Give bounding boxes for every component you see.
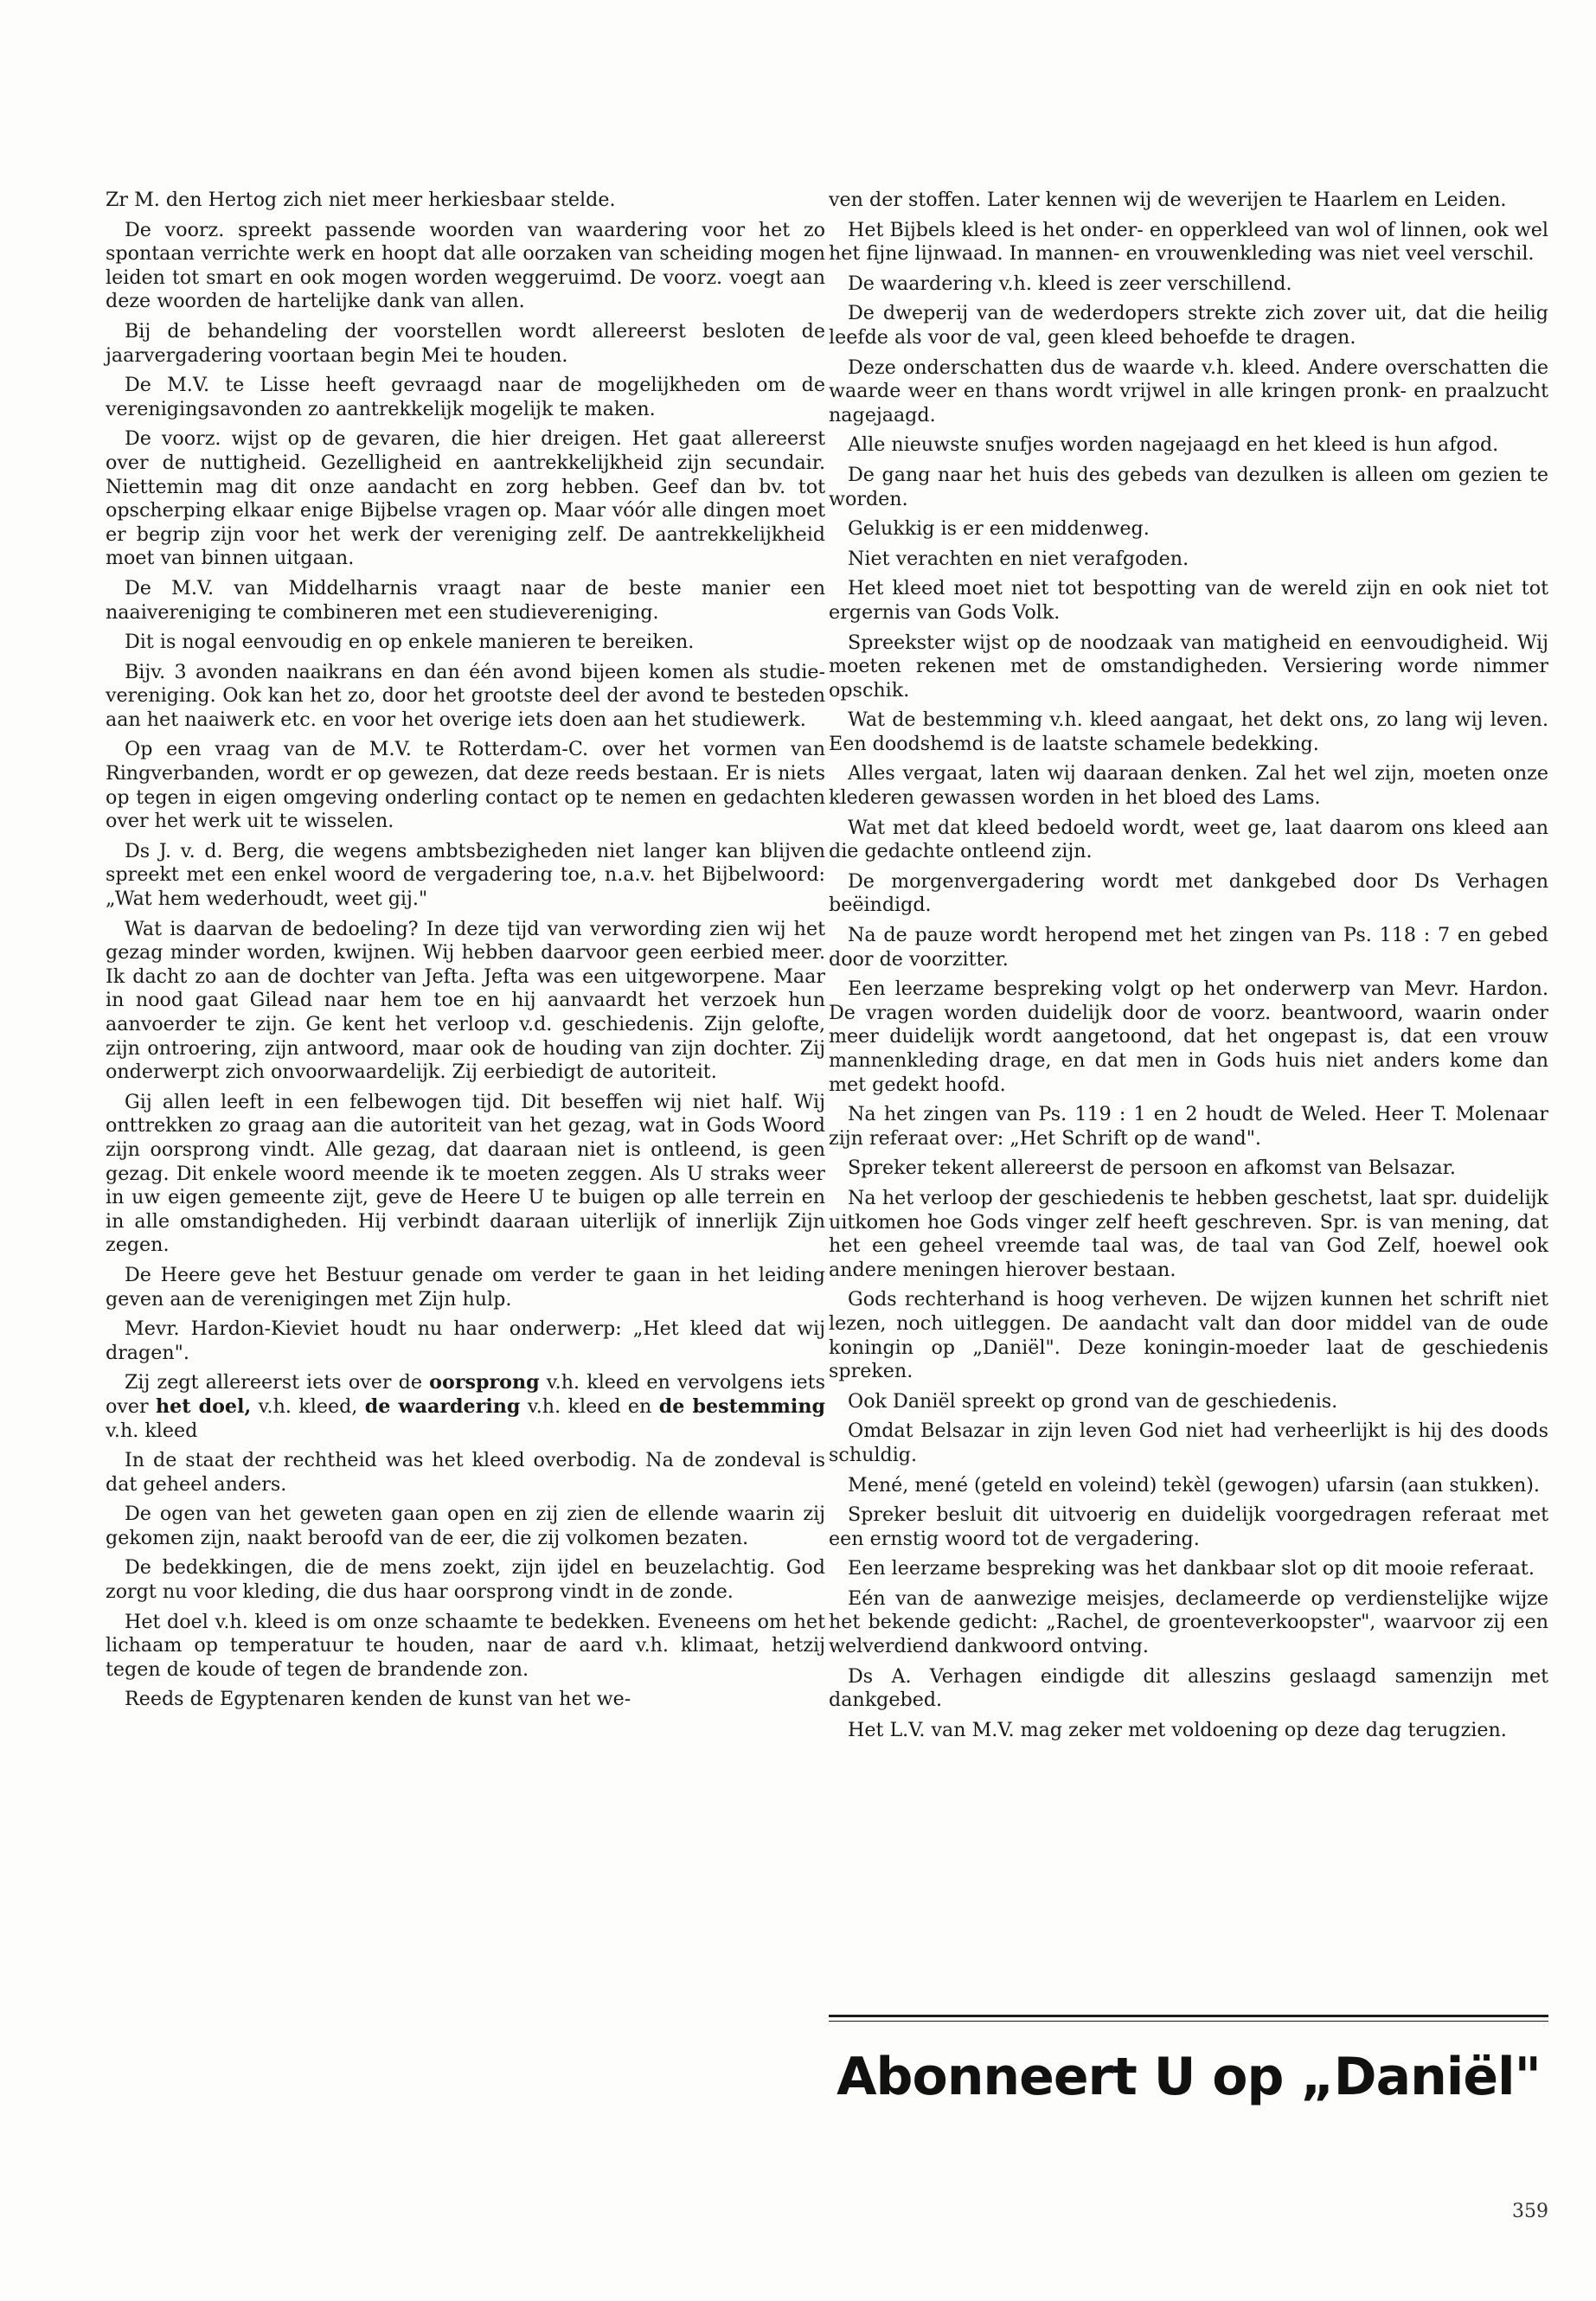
ad-divider-thin <box>829 2021 1548 2022</box>
paragraph: Ds J. v. d. Berg, die wegens ambtsbezigheden niet langer kan blijven spreekt met een enkel woord de vergadering toe, n.a.v. het Bijbelwoord: „Wat hem wederhoudt, weet gij." <box>106 839 825 911</box>
paragraph: Het Bijbels kleed is het onder- en opperkleed van wol of linnen, ook wel het fijne lijnwaad. In mannen- en vrouwenkleding was niet veel verschil. <box>829 218 1548 266</box>
paragraph: Reeds de Egyptenaren kenden de kunst van het we- <box>125 1688 631 1711</box>
bold-term-appreciation: de waardering <box>364 1394 521 1418</box>
paragraph: Een leerzame bespreking was het dankbaar slot op dit mooie referaat. <box>848 1557 1535 1580</box>
text-run: v.h. kleed, <box>258 1394 358 1418</box>
paragraph: De M.V. van Middelharnis vraagt naar de beste manier een naaivereniging te combineren met een studievereniging. <box>106 576 825 624</box>
text-run: v.h. kleed en vervolgens iets over <box>106 1371 825 1418</box>
paragraph: Bij de behandeling der voorstellen wordt allereerst besloten de jaarvergadering voortaan begin Mei te houden. <box>106 319 825 367</box>
paragraph: Gods rechterhand is hoog verheven. De wijzen kunnen het schrift niet lezen, noch uitleggen. De aandacht valt dan door middel van de oude koningin op „Daniël". Deze koningin-moeder laat de geschiedenis spreken. <box>829 1288 1548 1383</box>
paragraph: De voorz. spreekt passende woorden van waardering voor het zo spontaan verrichte werk en hoopt dat alle oorzaken van scheiding mogen leiden tot smart en ook mogen worden weggeruimd. De voorz. voegt aan deze woorden de hartelijke dank van allen. <box>106 218 825 313</box>
paragraph: Gelukkig is er een middenweg. <box>848 517 1150 541</box>
paragraph: Omdat Belsazar in zijn leven God niet had verheerlijkt is hij des doods schuldig. <box>829 1420 1548 1466</box>
paragraph: Een leerzame bespreking volgt op het onderwerp van Mevr. Hardon. De vragen worden duidelijk door de voorz. beantwoord, waarin onder meer duidelijk wordt aangetoond, dat het ongepast is, dat een vrouw mannenkleding drage, en dat men in Gods huis niet anders kome dan met gedekt hoofd. <box>829 977 1548 1096</box>
paragraph: Het L.V. van M.V. mag zeker met voldoening op deze dag terugzien. <box>848 1718 1507 1741</box>
paragraph: Mevr. Hardon-Kieviet houdt nu haar onderwerp: „Het kleed dat wij dragen". <box>106 1317 825 1364</box>
paragraph: Op een vraag van de M.V. te Rotterdam-C. over het vormen van Ringverbanden, wordt er op gewezen, dat deze reeds bestaan. Er is niets op tegen in eigen omgeving onderling contact op te nemen en gedachten over het werk uit te wisselen. <box>106 738 825 833</box>
paragraph: Na de pauze wordt heropend met het zingen van Ps. 118 : 7 en gebed door de voorzitter. <box>829 924 1548 971</box>
paragraph: Ds A. Verhagen eindigde dit alleszins geslaagd samenzijn met dankgebed. <box>829 1664 1548 1712</box>
paragraph: In de staat der rechtheid was het kleed overbodig. Na de zondeval is dat geheel anders. <box>106 1449 825 1496</box>
paragraph: Deze onderschatten dus de waarde v.h. kleed. Andere overschatten die waarde weer en thans wordt vrijwel in alle kringen pronk- en praalzucht nagejaagd. <box>829 356 1548 426</box>
paragraph: Alles vergaat, laten wij daaraan denken. Zal het wel zijn, moeten onze klederen gewassen worden in het bloed des Lams. <box>829 762 1548 810</box>
subscription-advertisement: Abonneert U op „Daniël" <box>836 2047 1541 2107</box>
paragraph: Zr M. den Hertog zich niet meer herkiesbaar stelde. <box>106 189 616 211</box>
paragraph: Niet verachten en niet verafgoden. <box>848 547 1189 570</box>
left-column <box>106 189 825 1718</box>
paragraph: De ogen van het geweten gaan open en zij zien de ellende waarin zij gekomen zijn, naakt beroofd van de eer, die zij volkomen bezaten. <box>106 1503 825 1549</box>
paragraph: Bijv. 3 avonden naaikrans en dan één avond bijeen komen als studie-vereniging. Ook kan het zo, door het grootste deel der avond te besteden aan het naaiwerk etc. en voor het overige iets doen aan het studiewerk. <box>106 660 825 731</box>
paragraph: Spreekster wijst op de noodzaak van matigheid en eenvoudigheid. Wij moeten rekenen met de omstandigheden. Versiering worde nimmer opschik. <box>829 631 1548 702</box>
right-column <box>829 189 1548 1748</box>
ad-divider-thick <box>829 2015 1548 2017</box>
paragraph-with-bold-terms <box>106 1371 825 1443</box>
bold-term-origin: oorsprong <box>429 1371 540 1394</box>
paragraph: De M.V. te Lisse heeft gevraagd naar de mogelijkheden om de verenigingsavonden zo aantrekkelijk mogelijk te maken. <box>106 374 825 420</box>
paragraph: Het kleed moet niet tot bespotting van de wereld zijn en ook niet tot ergernis van Gods Volk. <box>829 577 1548 624</box>
paragraph: De bedekkingen, die de mens zoekt, zijn ijdel en beuzelachtig. God zorgt nu voor kleding, die dus haar oorsprong vindt in de zonde. <box>106 1556 825 1604</box>
paragraph: Ook Daniël spreekt op grond van de geschiedenis. <box>848 1389 1338 1413</box>
paragraph: Mené, mené (geteld en voleind) tekèl (gewogen) ufarsin (aan stukken). <box>848 1473 1540 1497</box>
paragraph: Wat met dat kleed bedoeld wordt, weet ge, laat daarom ons kleed aan die gedachte ontleend zijn. <box>829 816 1548 863</box>
paragraph: ven der stoffen. Later kennen wij de weverijen te Haarlem en Leiden. <box>829 189 1507 211</box>
paragraph: De Heere geve het Bestuur genade om verder te gaan in het leiding geven aan de verenigingen met Zijn hulp. <box>106 1263 825 1311</box>
paragraph: Wat de bestemming v.h. kleed aangaat, het dekt ons, zo lang wij leven. Een doodshemd is de laatste schamele bedekking. <box>829 708 1548 755</box>
text-run: Zij zegt allereerst iets over de <box>125 1371 422 1394</box>
paragraph: Na het zingen van Ps. 119 : 1 en 2 houdt de Weled. Heer T. Molenaar zijn referaat over: „Het Schrift op de wand". <box>829 1103 1548 1150</box>
page-number: 359 <box>1512 2201 1548 2222</box>
paragraph: Eén van de aanwezige meisjes, declameerde op verdienstelijke wijze het bekende gedicht: „Rachel, de groenteverkoopster", waarvoor zij een welverdiend dankwoord ontving. <box>829 1586 1548 1658</box>
paragraph: Spreker tekent allereerst de persoon en afkomst van Belsazar. <box>848 1157 1456 1180</box>
paragraph: De morgenvergadering wordt met dankgebed door Ds Verhagen beëindigd. <box>829 869 1548 917</box>
paragraph: De voorz. wijst op de gevaren, die hier dreigen. Het gaat allereerst over de nuttigheid. Gezelligheid en aantrekkelijkheid zijn secundair. Niettemin mag dit onze aandacht en zorg hebben. Geef dan bv. tot opscherping elkaar enige Bijbelse vragen op. Maar vóór alle dingen moet er begrip zijn voor het werk der vereniging zelf. De aantrekkelijkheid moet van binnen uitgaan. <box>106 427 825 570</box>
paragraph: Na het verloop der geschiedenis te hebben geschetst, laat spr. duidelijk uitkomen hoe Gods vinger zelf heeft geschreven. Spr. is van mening, dat het een geheel vreemde taal was, de taal van God Zelf, hoewel ook andere meningen hierover bestaan. <box>829 1186 1548 1281</box>
text-run: v.h. kleed en <box>527 1394 652 1418</box>
paragraph: De gang naar het huis des gebeds van dezulken is alleen om gezien te worden. <box>829 463 1548 510</box>
paragraph: Wat is daarvan de bedoeling? In deze tijd van verwording zien wij het gezag minder worden, kwijnen. Wij hebben daarvoor geen eerbied meer. Ik dacht zo aan de dochter van Jefta. Jefta was een uitgeworpene. Maar in nood gaat Gilead naar hem toe en hij aanvaardt het verzoek hun aanvoerder te zijn. Ge kent het verloop v.d. geschiedenis. Zijn gelofte, zijn ontroering, zijn antwoord, maar ook de houding van zijn dochter. Zij onderwerpt zich onvoorwaardelijk. Zij eerbiedigt de autoriteit. <box>106 917 825 1084</box>
paragraph: Het doel v.h. kleed is om onze schaamte te bedekken. Eveneens om het lichaam op temperatuur te houden, naar de aard v.h. klimaat, hetzij tegen de koude of tegen de brandende zon. <box>106 1610 825 1681</box>
bold-term-destination: de bestemming <box>658 1394 825 1418</box>
bold-term-purpose: het doel, <box>156 1394 252 1418</box>
text-run: v.h. kleed <box>106 1419 198 1442</box>
paragraph: Alle nieuwste snufjes worden nagejaagd en het kleed is hun afgod. <box>848 433 1499 457</box>
paragraph: Gij allen leeft in een felbewogen tijd. Dit beseffen wij niet half. Wij onttrekken zo graag aan die autoriteit van het gezag, wat in Gods Woord zijn oorsprong vindt. Alle gezag, dat daaraan niet is ontleend, is geen gezag. Dit enkele woord meende ik te moeten zeggen. Als U straks weer in uw eigen gemeente zijt, geve de Heere U te buigen op alle terrein en in alle omstandigheden. Hij verbindt daaraan uiterlijk of innerlijk Zijn zegen. <box>106 1090 825 1257</box>
paragraph: Spreker besluit dit uitvoerig en duidelijk voorgedragen referaat met een ernstig woord tot de vergadering. <box>829 1503 1548 1550</box>
paragraph: De dweperij van de wederdopers strekte zich zover uit, dat die heilig leefde als voor de val, geen kleed behoefde te dragen. <box>829 302 1548 349</box>
paragraph: De waardering v.h. kleed is zeer verschillend. <box>848 272 1292 295</box>
paragraph: Dit is nogal eenvoudig en op enkele manieren te bereiken. <box>125 631 695 654</box>
